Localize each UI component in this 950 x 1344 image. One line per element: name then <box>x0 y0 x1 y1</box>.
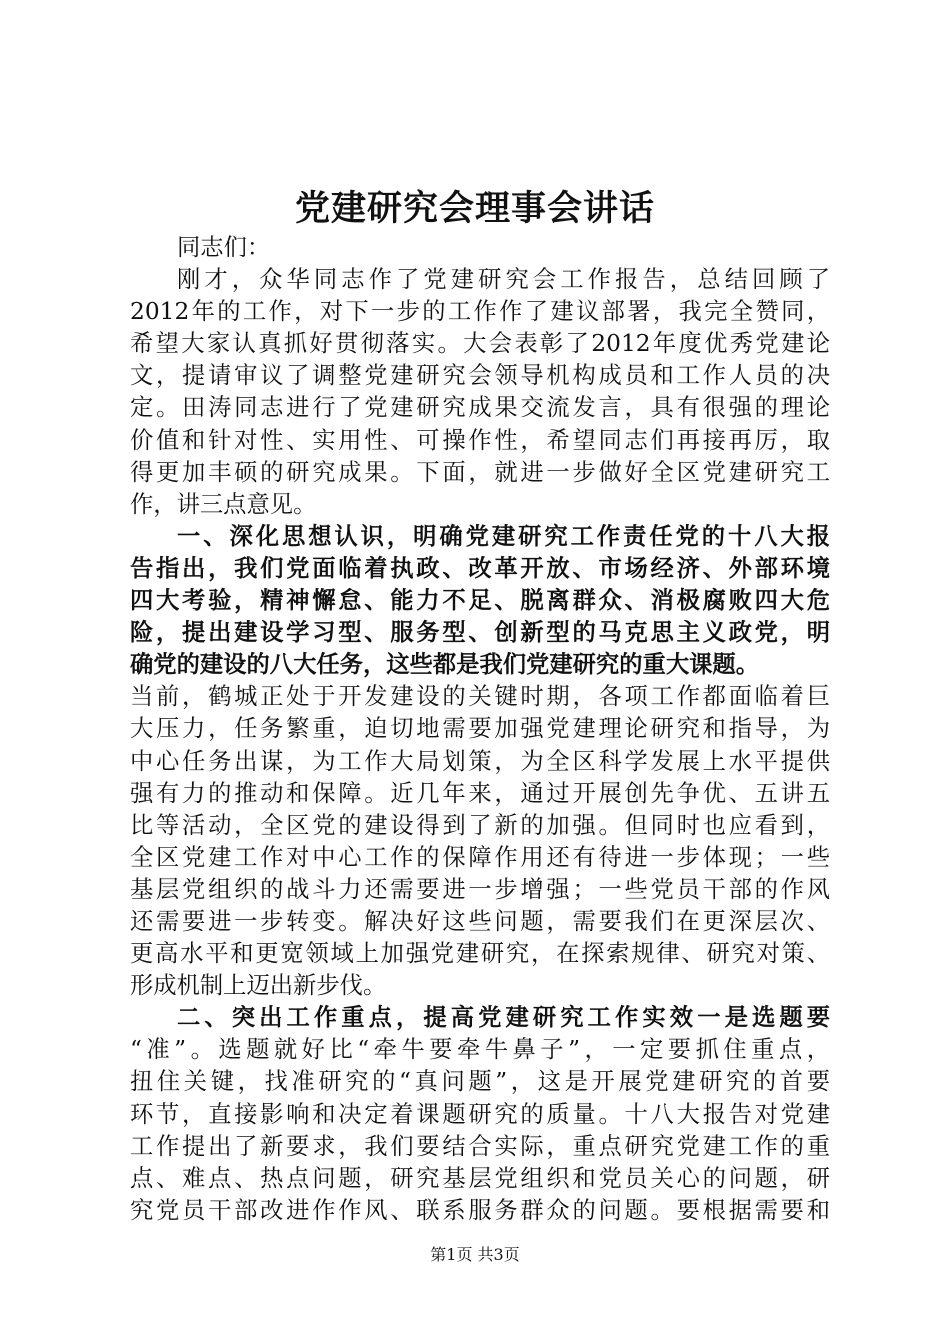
body-line: “准”。选题就好比“牵牛要牵牛鼻子”，一定要抓住重点， <box>130 1036 830 1064</box>
body-line: 文，提请审议了调整党建研究会领导机构成员和工作人员的决 <box>130 362 830 390</box>
body-line: 希望大家认真抓好贯彻落实。大会表彰了2012年度优秀党建论 <box>130 330 830 358</box>
body-line: 中心任务出谋，为工作大局划策，为全区科学发展上水平提供 <box>130 747 830 775</box>
body-line: 得更加丰硕的研究成果。下面，就进一步做好全区党建研究工 <box>130 458 830 486</box>
section-heading-line: 险，提出建设学习型、服务型、创新型的马克思主义政党，明 <box>130 619 830 647</box>
document-body <box>130 232 830 1227</box>
body-line: 究党员干部改进作作风、联系服务群众的问题。要根据需要和 <box>130 1196 830 1224</box>
body-line: 作，讲三点意见。 <box>130 490 317 518</box>
body-line: 形成机制上迈出新步伐。 <box>130 972 387 1000</box>
document-title: 党建研究会理事会讲话 <box>294 189 655 229</box>
body-line: 还需要进一步转变。解决好这些问题，需要我们在更深层次、 <box>130 907 830 935</box>
body-line: 更高水平和更宽领域上加强党建研究，在探索规律、研究对策、 <box>130 940 830 968</box>
body-line: 基层党组织的战斗力还需要进一步增强；一些党员干部的作风 <box>130 875 830 903</box>
body-line: 全区党建工作对中心工作的保障作用还有待进一步体现；一些 <box>130 843 830 871</box>
section-heading-line: 四大考验，精神懈怠、能力不足、脱离群众、消极腐败四大危 <box>130 587 830 615</box>
body-line: 点、难点、热点问题，研究基层党组织和党员关心的问题，研 <box>130 1164 830 1192</box>
body-line: 扭住关键，找准研究的“真问题”，这是开展党建研究的首要 <box>130 1068 830 1096</box>
body-line: 强有力的推动和保障。近几年来，通过开展创先争优、五讲五 <box>130 779 830 807</box>
page-footer: 第1页 共3页 <box>430 1245 520 1264</box>
section-heading-line: 确党的建设的八大任务，这些都是我们党建研究的重大课题。 <box>130 651 760 679</box>
section-heading-line: 一、深化思想认识，明确党建研究工作责任党的十八大报 <box>177 522 830 550</box>
body-line: 工作提出了新要求，我们要结合实际，重点研究党建工作的重 <box>130 1132 830 1160</box>
body-line: 比等活动，全区党的建设得到了新的加强。但同时也应看到， <box>130 811 830 839</box>
body-line: 2012年的工作，对下一步的工作作了建议部署，我完全赞同， <box>130 298 830 326</box>
section-heading-line: 二、突出工作重点，提高党建研究工作实效一是选题要 <box>177 1004 830 1032</box>
body-line: 大压力，任务繁重，迫切地需要加强党建理论研究和指导，为 <box>130 715 830 743</box>
body-line: 环节，直接影响和决定着课题研究的质量。十八大报告对党建 <box>130 1100 830 1128</box>
body-line: 价值和针对性、实用性、可操作性，希望同志们再接再厉，取 <box>130 426 830 454</box>
salutation-line: 同志们： <box>177 234 271 261</box>
section-heading-line: 告指出，我们党面临着执政、改革开放、市场经济、外部环境 <box>130 554 830 582</box>
body-line: 当前，鹤城正处于开发建设的关键时期，各项工作都面临着巨 <box>130 683 830 711</box>
body-line: 定。田涛同志进行了党建研究成果交流发言，具有很强的理论 <box>130 394 830 422</box>
body-line: 刚才，众华同志作了党建研究会工作报告，总结回顾了 <box>177 266 830 294</box>
